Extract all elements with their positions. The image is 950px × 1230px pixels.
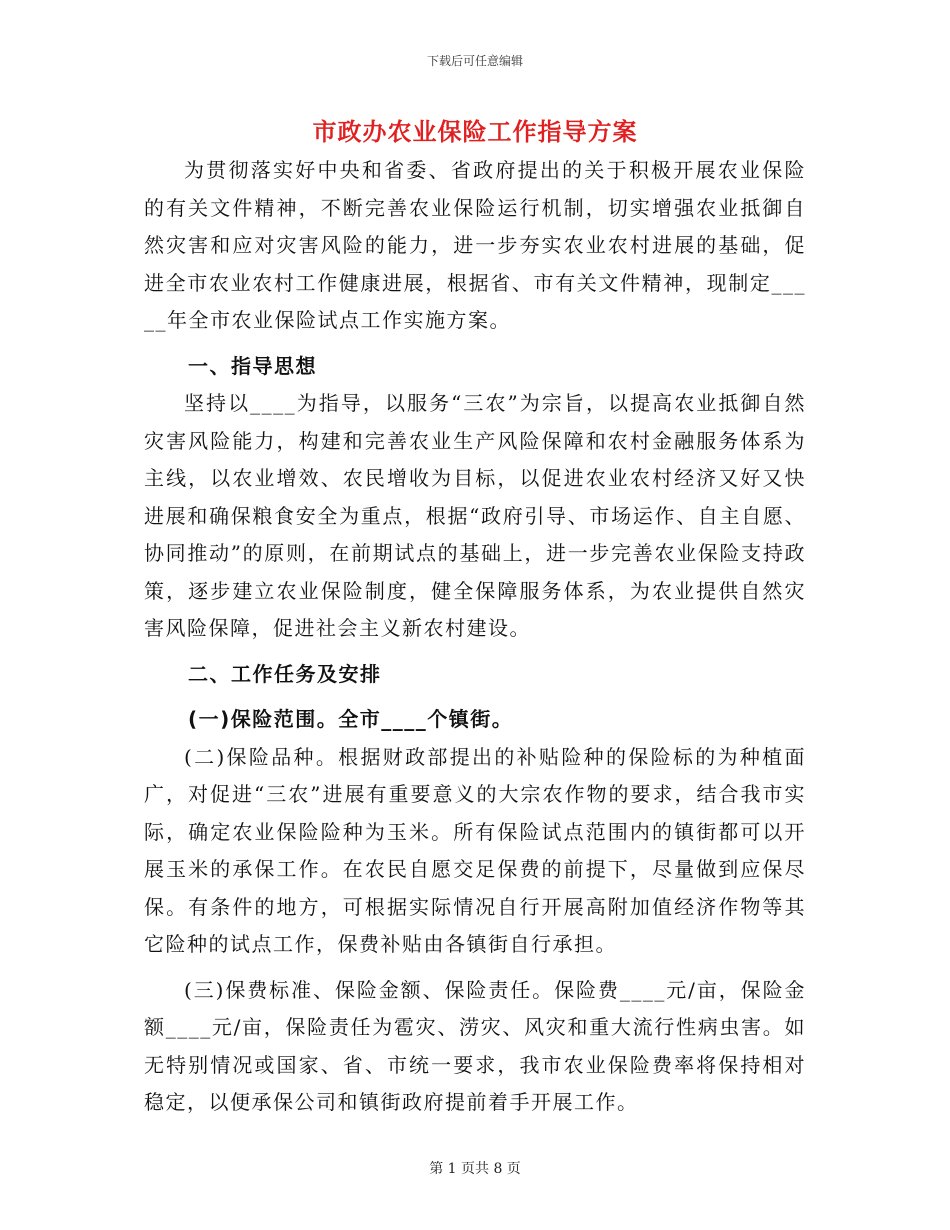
document-body — [144, 152, 806, 1122]
page-number: 第 1 页共 8 页 — [429, 1161, 521, 1177]
intro-paragraph: 为贯彻落实好中央和省委、省政府提出的关于积极开展农业保险的有关文件精神，不断完善农业保险运行机制，切实增强农业抵御自然灾害和应对灾害风险的能力，进一步夯实农业农村进展的基础，促进全市农业农村工作健康进展，根据省、市有关文件精神，现制定_____年全市农业保险试点工作实施方案。 — [144, 158, 806, 332]
item1-heading: (一)保险范围。全市____个镇街。 — [188, 707, 514, 731]
header-note: 下载后可任意编辑 — [426, 54, 523, 68]
section1-heading: 一、指导思想 — [188, 353, 317, 378]
section1-paragraph: 坚持以____为指导，以服务“三农”为宗旨，以提高农业抵御自然灾害风险能力，构建和完善农业生产风险保障和农村金融服务体系为主线，以农业增效、农民增收为目标，以促进农业农村经济又好又快进展和确保粮食安全为重点，根据“政府引导、市场运作、自主自愿、协同推动”的原则，在前期试点的基础上，进一步完善农业保险支持政策，逐步建立农业保险制度，健全保障服务体系，为农业提供自然灾害风险保障，促进社会主义新农村建设。 — [144, 391, 806, 640]
item3-paragraph: (三)保费标准、保险金额、保险责任。保险费____元/亩，保险金额____元/亩，保险责任为雹灾、涝灾、风灾和重大流行性病虫害。如无特别情况或国家、省、市统一要求，我市农业保险费率将保持相对稳定，以便承保公司和镇街政府提前着手开展工作。 — [144, 977, 806, 1114]
section2-heading: 二、工作任务及安排 — [188, 661, 382, 686]
item2-paragraph: (二)保险品种。根据财政部提出的补贴险种的保险标的为种植面广，对促进“三农”进展有重要意义的大宗农作物的要求，结合我市实际，确定农业保险险种为玉米。所有保险试点范围内的镇街都可以开展玉米的承保工作。在农民自愿交足保费的前提下，尽量做到应保尽保。有条件的地方，可根据实际情况自行开展高附加值经济作物等其它险种的试点工作，保费补贴由各镇街自行承担。 — [144, 744, 806, 956]
document-title: 市政办农业保险工作指导方案 — [312, 118, 638, 146]
